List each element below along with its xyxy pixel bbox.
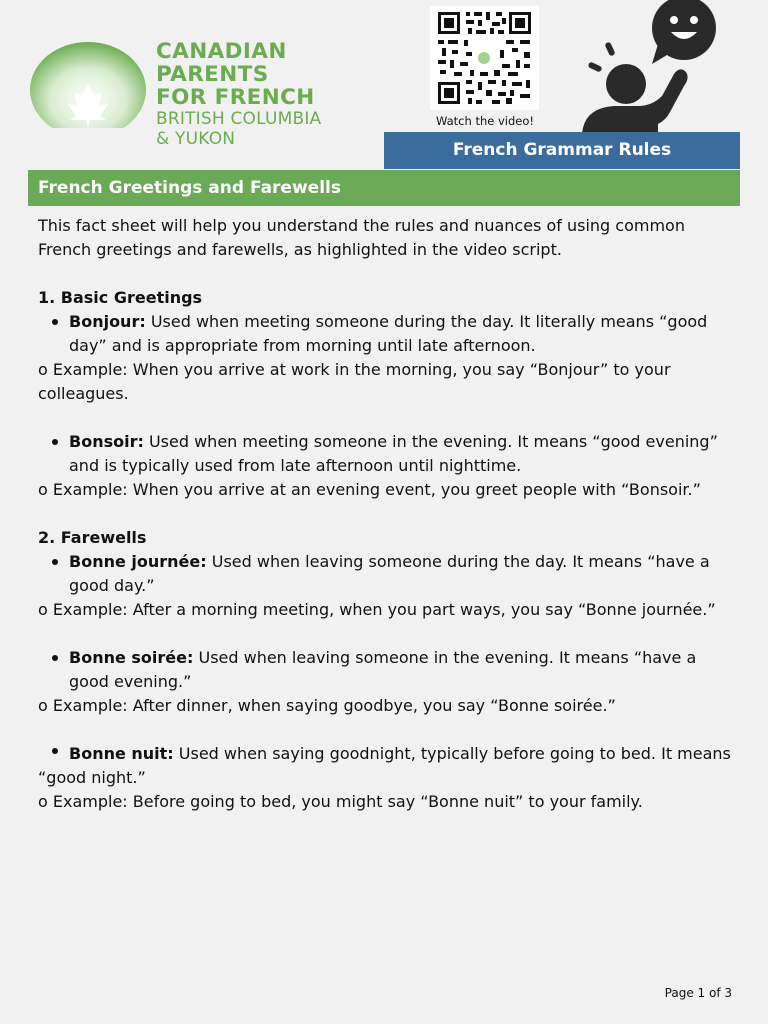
- qr-code-icon: [430, 6, 539, 110]
- term-description: Used when meeting someone during the day. It literally means “good day” and is appropriate from morning until late afternoon.: [69, 312, 708, 355]
- cpf-logo: [30, 38, 390, 158]
- list-item: [38, 310, 738, 358]
- example-text: o Example: When you arrive at an evening event, you greet people with “Bonsoir.”: [38, 480, 701, 499]
- term: Bonne journée:: [69, 552, 207, 571]
- term-description: Used when leaving someone during the day. It means “have a good day.”: [69, 552, 710, 595]
- term-description: Used when saying goodnight, typically before going to bed. It means “good night.”: [38, 744, 731, 787]
- logo-line-2: PARENTS: [156, 62, 269, 87]
- topic-banner: French Greetings and Farewells: [28, 170, 740, 206]
- page-number: Page 1 of 3: [664, 986, 732, 1000]
- example-text: o Example: When you arrive at work in the morning, you say “Bonjour” to your colleagues.: [38, 360, 671, 403]
- section-heading-farewells: 2. Farewells: [38, 528, 147, 547]
- logo-line-1: CANADIAN: [156, 39, 287, 64]
- list-item: [38, 742, 738, 790]
- term: Bonsoir:: [69, 432, 144, 451]
- section-banner-grammar: French Grammar Rules: [384, 132, 740, 169]
- logo-line-3: FOR FRENCH: [156, 85, 315, 110]
- example-text: o Example: After a morning meeting, when you part ways, you say “Bonne journée.”: [38, 600, 716, 619]
- list-item: [38, 550, 738, 598]
- qr-caption: Watch the video!: [435, 114, 534, 128]
- term: Bonne soirée:: [69, 648, 194, 667]
- term-description: Used when leaving someone in the evening. It means “have a good evening.”: [69, 648, 697, 691]
- list-item: [38, 646, 738, 694]
- logo-line-4: BRITISH COLUMBIA: [156, 109, 322, 129]
- fact-sheet-body: [38, 214, 738, 814]
- term: Bonne nuit:: [69, 744, 174, 763]
- example-text: o Example: After dinner, when saying goodbye, you say “Bonne soirée.”: [38, 696, 616, 715]
- term-description: Used when meeting someone in the evening. It means “good evening” and is typically used from late afternoon until nighttime.: [69, 432, 718, 475]
- person-speech-bubble-icon: [574, 0, 724, 134]
- example-text: o Example: Before going to bed, you might say “Bonne nuit” to your family.: [38, 792, 643, 811]
- list-item: [38, 430, 738, 478]
- qr-code[interactable]: [430, 6, 539, 110]
- term: Bonjour:: [69, 312, 146, 331]
- section-heading-greetings: 1. Basic Greetings: [38, 288, 203, 307]
- maple-leaf-logo-icon: [30, 38, 148, 128]
- logo-line-5: & YUKON: [156, 129, 236, 149]
- intro-text: This fact sheet will help you understand the rules and nuances of using common French greetings and farewells, as highlighted in the video script.: [38, 216, 685, 259]
